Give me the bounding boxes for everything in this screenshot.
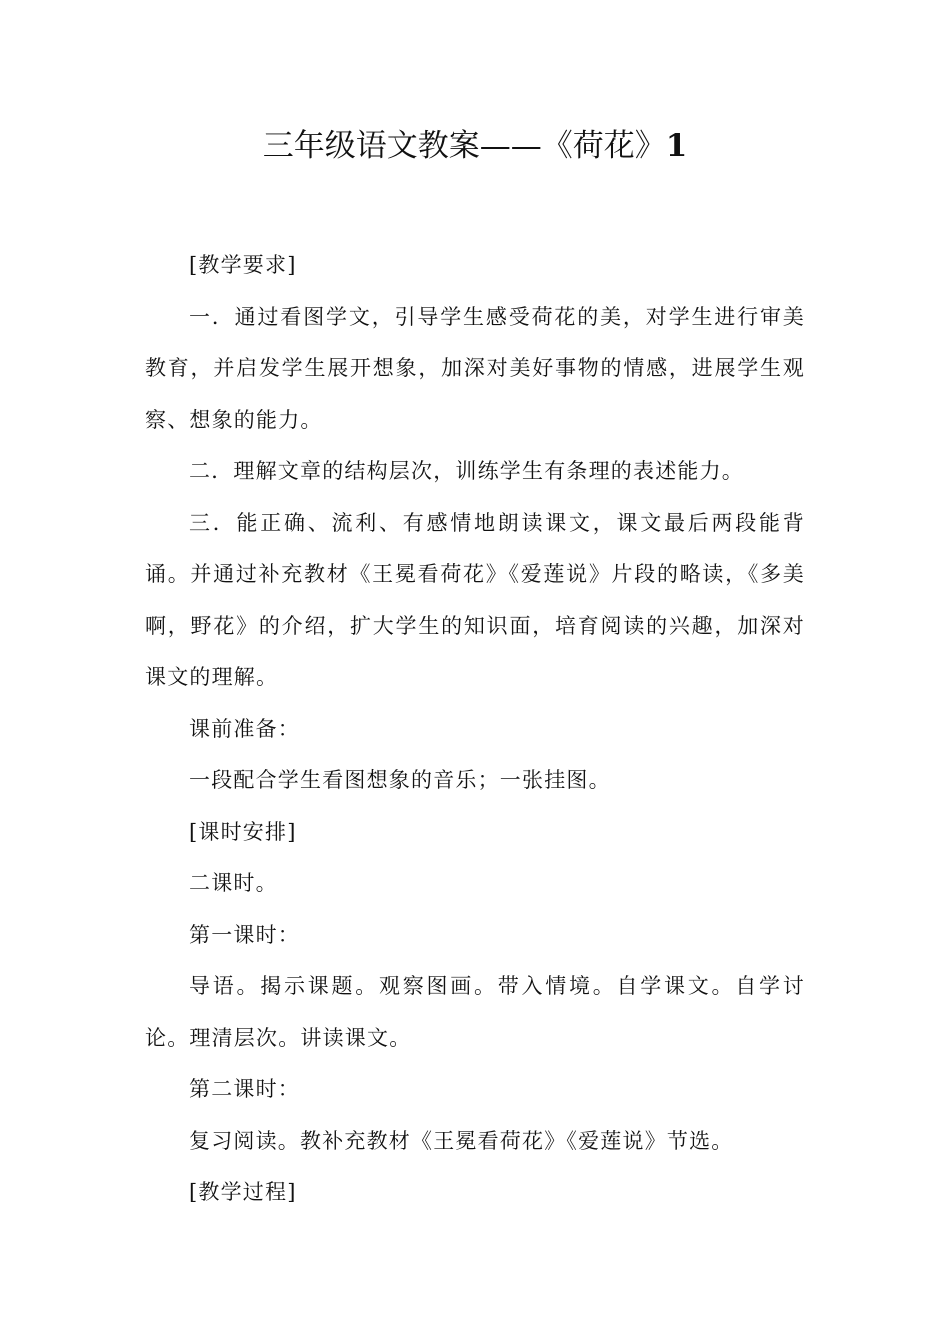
document-body: [145, 240, 805, 1219]
requirement-3: 三．能正确、流利、有感情地朗读课文，课文最后两段能背诵。并通过补充教材《王冕看荷花》《爱莲说》片段的略读，《多美啊，野花》的介绍，扩大学生的知识面，培育阅读的兴趣，加深对课文的理解。: [145, 510, 805, 689]
title-number: 1: [665, 128, 688, 164]
lesson-1-heading: 第一课时：: [189, 922, 300, 947]
lesson-2-heading: 第二课时：: [189, 1077, 300, 1101]
lesson-2-text: 复习阅读。教补充教材《王冕看荷花》《爱莲说》节选。: [189, 1128, 734, 1153]
section-heading-process: [教学过程]: [189, 1180, 297, 1204]
title-text: 三年级语文教案——《荷花》: [262, 128, 666, 164]
preparation-text: 一段配合学生看图想象的音乐；一张挂图。: [189, 768, 611, 792]
document-title: [0, 120, 950, 172]
schedule-text: 二课时。: [189, 871, 278, 895]
requirement-1: 一．通过看图学文，引导学生感受荷花的美，对学生进行审美教育，并启发学生展开想象，加深对美好事物的情感，进展学生观察、想象的能力。: [145, 304, 805, 432]
section-heading-schedule: [课时安排]: [189, 819, 297, 844]
section-heading-teaching-requirements: [教学要求]: [189, 253, 297, 277]
preparation-heading: 课前准备：: [189, 716, 300, 741]
lesson-1-text: 导语。揭示课题。观察图画。带入情境。自学课文。自学讨论。理清层次。讲读课文。: [145, 974, 805, 1050]
requirement-2: 二．理解文章的结构层次，训练学生有条理的表述能力。: [189, 459, 744, 483]
